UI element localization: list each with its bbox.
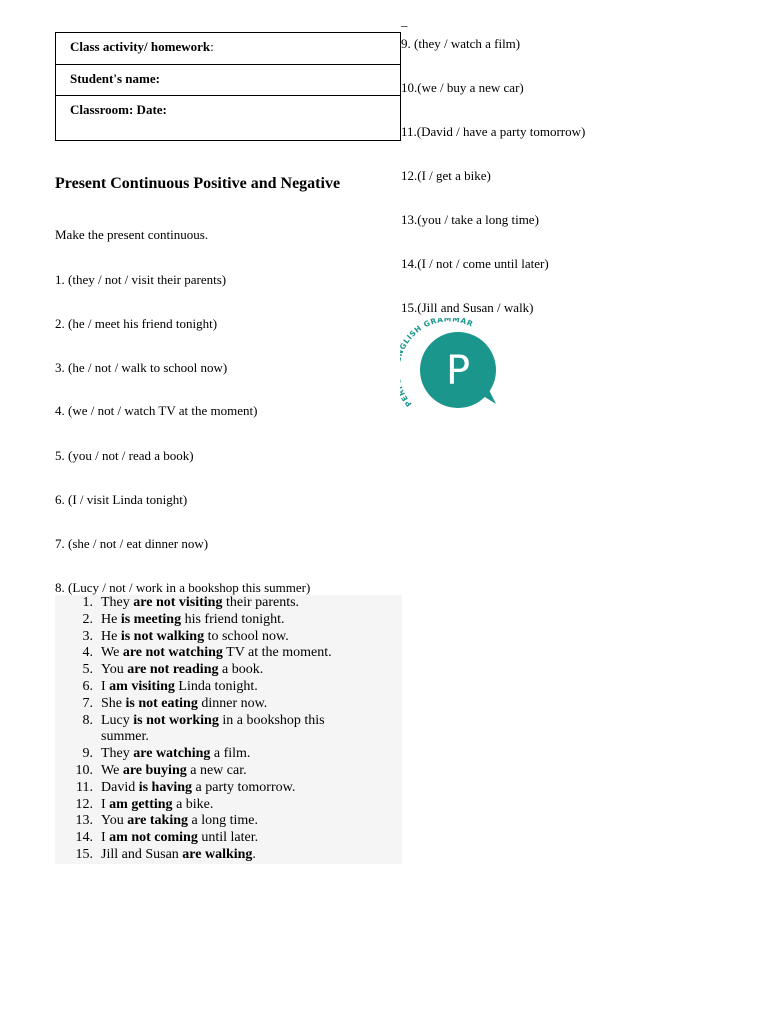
answer-rest: to school now. xyxy=(204,628,289,644)
answer-rest: until later. xyxy=(197,830,259,846)
answer-verb: am visiting xyxy=(109,678,175,694)
question-12: 12.(I / get a bike) xyxy=(401,168,491,183)
question-5: 5. (you / not / read a book) xyxy=(55,448,194,463)
question-10: 10.(we / buy a new car) xyxy=(401,80,524,95)
answer-item-2 xyxy=(55,612,402,629)
answer-number: 15. xyxy=(75,846,93,862)
answer-subject: You xyxy=(101,813,128,829)
question-9: 9. (they / watch a film) xyxy=(401,36,521,51)
answer-rest: a party tomorrow. xyxy=(192,779,296,795)
answer-verb: am getting xyxy=(109,796,173,812)
answer-text xyxy=(101,629,361,646)
question-8: 8. (Lucy / not / work in a bookshop this summer) xyxy=(55,580,311,595)
answer-number: 4. xyxy=(82,645,93,661)
answer-text xyxy=(101,797,361,814)
answer-rest: dinner now. xyxy=(197,695,268,711)
answer-verb: are not watching xyxy=(122,645,223,661)
answer-subject: They xyxy=(101,595,134,610)
answer-number: 7. xyxy=(82,695,93,711)
answer-subject: He xyxy=(101,628,121,644)
answer-subject: Jill and Susan xyxy=(101,846,183,862)
answer-number: 5. xyxy=(82,662,93,678)
answer-item-8 xyxy=(55,713,402,747)
answer-verb: is not walking xyxy=(120,628,205,644)
answer-verb: are walking xyxy=(182,846,253,862)
answer-text xyxy=(101,713,361,747)
answer-number: 2. xyxy=(82,611,93,627)
answer-verb: are watching xyxy=(133,746,211,762)
answer-item-6 xyxy=(55,679,402,696)
answer-verb: are taking xyxy=(127,813,189,829)
answer-number: 9. xyxy=(82,746,93,762)
answer-subject: We xyxy=(101,762,123,778)
answer-text xyxy=(101,763,361,780)
answer-subject: I xyxy=(101,830,110,846)
answer-rest: a film. xyxy=(210,746,251,762)
answer-number: 10. xyxy=(75,762,93,778)
answer-rest: his friend tonight. xyxy=(181,611,285,627)
answer-number: 1. xyxy=(82,595,93,610)
answer-rest: TV at the moment. xyxy=(222,645,332,661)
answer-number: 11. xyxy=(76,779,93,795)
answer-text xyxy=(101,746,361,763)
answer-rest: a long time. xyxy=(188,813,259,829)
answer-list xyxy=(55,595,402,864)
answer-item-13 xyxy=(55,813,402,830)
perfect-english-grammar-logo xyxy=(400,318,500,410)
answer-item-10 xyxy=(55,763,402,780)
answer-item-14 xyxy=(55,830,402,847)
answer-subject: We xyxy=(101,645,123,661)
question-3: 3. (he / not / walk to school now) xyxy=(55,360,228,375)
question-15: 15.(Jill and Susan / walk) xyxy=(401,300,534,315)
answer-item-12 xyxy=(55,797,402,814)
answer-subject: I xyxy=(101,796,110,812)
answer-item-7 xyxy=(55,696,402,713)
student-name-row xyxy=(56,65,400,96)
answer-rest: Linda tonight. xyxy=(174,678,258,694)
class-activity-colon: : xyxy=(210,39,214,54)
answer-subject: She xyxy=(101,695,126,711)
answer-number: 14. xyxy=(75,830,93,846)
answer-verb: are buying xyxy=(122,762,187,778)
answer-subject: They xyxy=(101,746,134,762)
answer-rest: a bike. xyxy=(172,796,214,812)
worksheet-title: Present Continuous Positive and Negative xyxy=(55,175,341,192)
answer-item-11 xyxy=(55,780,402,797)
corner-mark: _ xyxy=(401,13,408,28)
answer-rest: their parents. xyxy=(222,595,300,610)
answer-subject: Lucy xyxy=(101,712,134,728)
classroom-date-row xyxy=(56,96,400,140)
question-11: 11.(David / have a party tomorrow) xyxy=(401,124,586,139)
student-info-table xyxy=(55,32,401,141)
answer-subject: You xyxy=(101,662,128,678)
answer-item-1 xyxy=(55,595,402,612)
question-6: 6. (I / visit Linda tonight) xyxy=(55,492,188,507)
answer-verb: are not reading xyxy=(127,662,219,678)
answer-number: 3. xyxy=(82,628,93,644)
answer-item-15 xyxy=(55,847,402,864)
answer-rest: a new car. xyxy=(186,762,247,778)
answer-key xyxy=(55,595,402,864)
answer-subject: David xyxy=(101,779,139,795)
answer-verb: are not visiting xyxy=(133,595,223,610)
answer-text xyxy=(101,645,361,662)
answer-item-4 xyxy=(55,645,402,662)
instruction-text: Make the present continuous. xyxy=(55,227,209,242)
question-2: 2. (he / meet his friend tonight) xyxy=(55,316,218,331)
answer-subject: He xyxy=(101,611,121,627)
answer-text xyxy=(101,830,361,847)
answer-text xyxy=(101,847,361,864)
answer-number: 8. xyxy=(82,712,93,728)
answer-verb: is not eating xyxy=(125,695,198,711)
question-13: 13.(you / take a long time) xyxy=(401,212,539,227)
classroom-date-label: Classroom: Date: xyxy=(70,102,167,117)
answer-rest: in a bookshop this summer. xyxy=(101,712,325,745)
answer-text xyxy=(101,595,361,612)
question-7: 7. (she / not / eat dinner now) xyxy=(55,536,209,551)
answer-subject: I xyxy=(101,678,110,694)
class-activity-label: Class activity/ homework xyxy=(70,39,211,54)
answer-verb: is meeting xyxy=(120,611,182,627)
answer-text xyxy=(101,662,361,679)
answer-rest: . xyxy=(252,846,256,862)
answer-text xyxy=(101,813,361,830)
answer-text xyxy=(101,612,361,629)
answer-text xyxy=(101,679,361,696)
class-activity-row xyxy=(56,33,400,65)
answer-number: 6. xyxy=(82,678,93,694)
question-1: 1. (they / not / visit their parents) xyxy=(55,272,227,287)
answer-number: 12. xyxy=(75,796,93,812)
answer-item-5 xyxy=(55,662,402,679)
answer-verb: is not working xyxy=(133,712,219,728)
student-name-label: Student's name: xyxy=(70,71,160,86)
question-14: 14.(I / not / come until later) xyxy=(401,256,549,271)
question-4: 4. (we / not / watch TV at the moment) xyxy=(55,403,258,418)
answer-number: 13. xyxy=(75,813,93,829)
answer-text xyxy=(101,780,361,797)
logo-arc-text: PE LISH GRAMMAR xyxy=(400,318,475,409)
answer-text xyxy=(101,696,361,713)
answer-verb: is having xyxy=(138,779,193,795)
logo-icon xyxy=(400,318,500,410)
answer-item-9 xyxy=(55,746,402,763)
answer-verb: am not coming xyxy=(109,830,198,846)
logo-letter: P xyxy=(445,348,471,394)
answer-item-3 xyxy=(55,629,402,646)
answer-rest: a book. xyxy=(218,662,264,678)
